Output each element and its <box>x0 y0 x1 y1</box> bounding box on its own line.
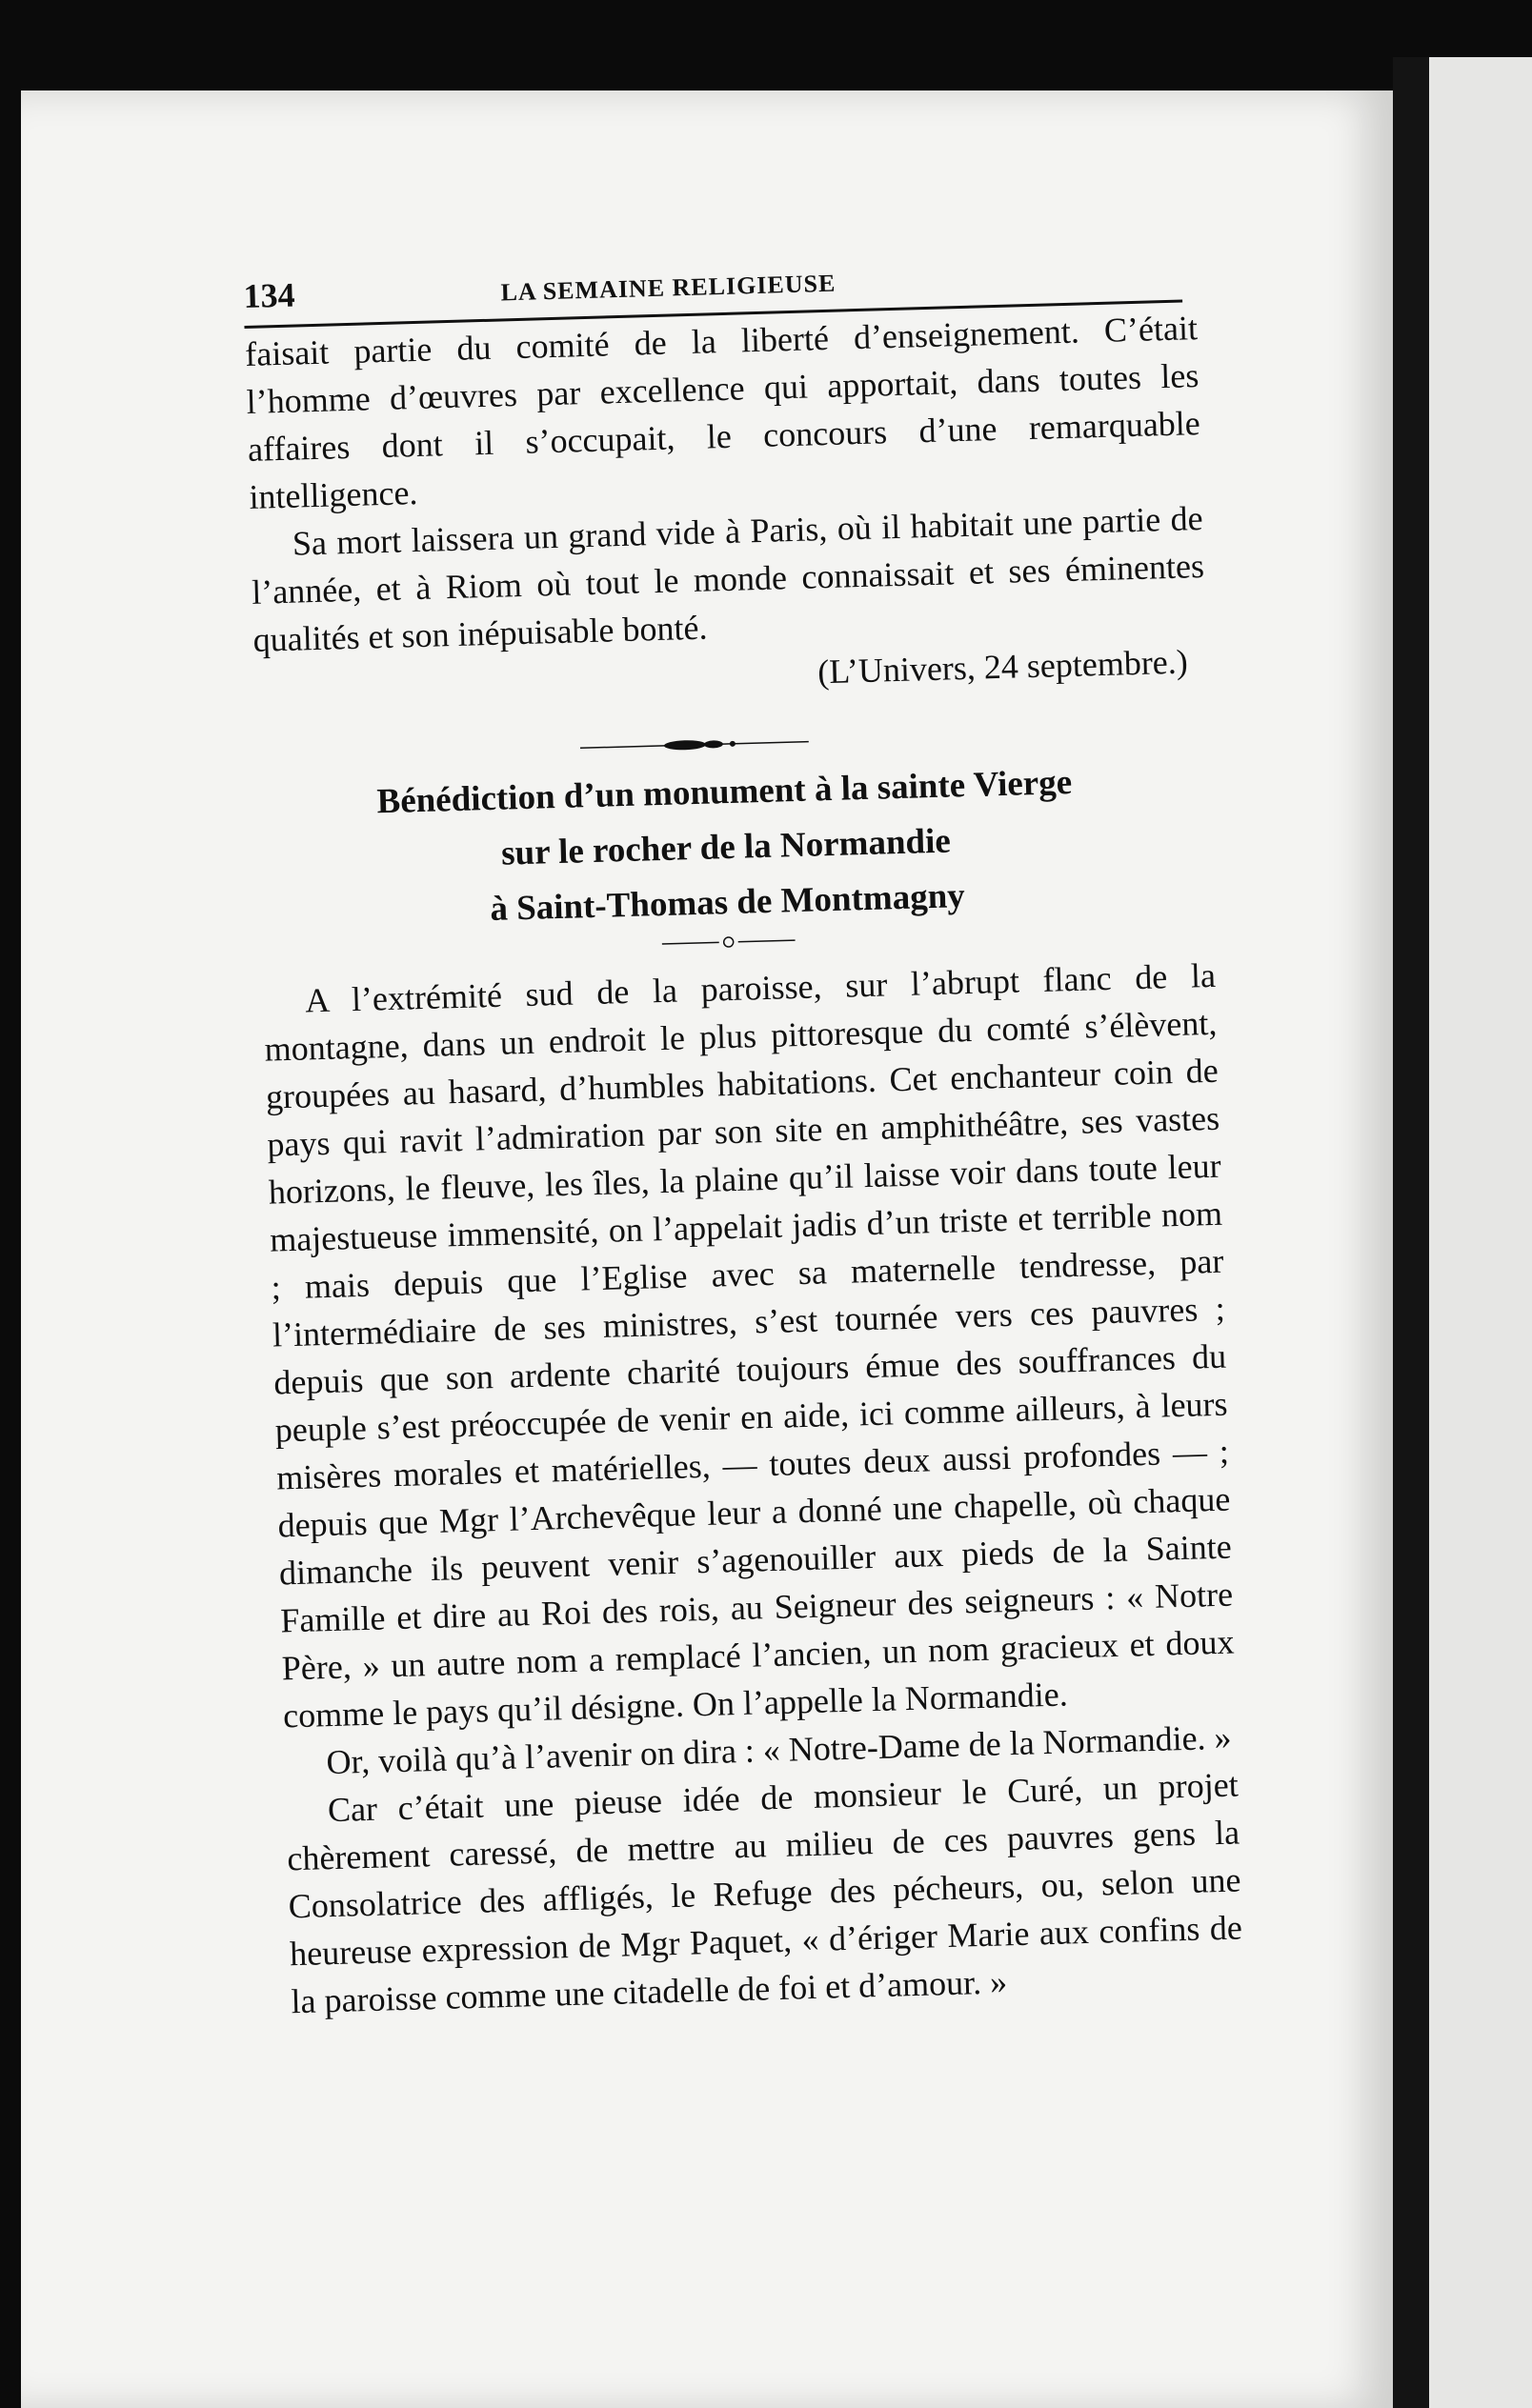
source-attribution: (L’Univers, 24 septembre.) <box>816 642 1189 692</box>
article-title-line: sur le rocher de la Normandie <box>500 821 952 873</box>
article-paragraph: Or, voilà qu’à l’avenir on dira : « Notre-Dame de la Normandie. » <box>326 1717 1233 1782</box>
article-paragraph: Car c’était une pieuse idée de monsieur le Curé, un projet chèrement caressé, de mettre au milieu de ces pauvres gens la Consolatrice des affligés, le Refuge des pécheurs, ou, selon une heureuse expression de Mgr Paquet, « d’ériger Marie aux confins de la paroisse comme une citadelle de foi et d’amour. » <box>286 1765 1243 2021</box>
article-title <box>257 752 1195 943</box>
article-title-line: Bénédiction d’un monument à la sainte Vierge <box>376 762 1073 822</box>
journal-title: LA SEMAINE RELIGIEUSE <box>500 269 837 307</box>
continued-paragraph: Sa mort laissera un grand vide à Paris, où il habitait une partie de l’année, et à Riom où tout le monde connaissait et ses éminentes qualités et son inépuisable bonté. <box>251 498 1205 659</box>
article-paragraph: A l’extrémité sud de la paroisse, sur l’abrupt flanc de la montagne, dans un endroit le plus pittoresque du comté s’élèvent, groupées au hasard, d’humbles habitations. Cet enchanteur coin de pays qui ravit l’admiration par son site en amphithéâtre, ses vastes horizons, le fleuve, les îles, la plaine qu’il laisse voir dans toute leur majestueuse immensité, on l’appelait jadis d’un triste et terrible nom ; mais depuis que l’Eglise avec sa maternelle tendresse, par l’intermédiaire de ses ministres, s’est tournée vers ces pauvres ; depuis que son ardente charité toujours émue des souffrances du peuple s’est préoccupée de venir en aide, ici comme ailleurs, à leurs misères morales et matérielles, — toutes deux aussi profondes — ; depuis que Mgr l’Archevêque leur a donné une chapelle, où chaque dimanche ils peuvent venir s’agenouiller aux pieds de la Sainte Famille et dire au Roi des rois, au Seigneur des seigneurs : « Notre Père, » un autre nom a remplacé l’ancien, un nom gracieux et doux comme le pays qu’il désigne. On l’appelle la Normandie. <box>264 955 1235 1736</box>
ornament-divider-icon <box>580 732 809 758</box>
page-content <box>243 250 1244 2025</box>
small-divider-icon <box>661 931 796 953</box>
facing-page-edge <box>1429 57 1532 2408</box>
book-spine <box>1393 57 1429 2408</box>
continued-paragraph: faisait partie du comité de la liberté d’enseignement. C’était l’homme d’œuvres par excellence qui apportait, dans toutes les affaires dont il s’occupait, le concours d’une remarquable intelligence. <box>244 309 1201 516</box>
article-title-line: à Saint-Thomas de Montmagny <box>489 876 966 930</box>
page-number: 134 <box>243 275 296 315</box>
